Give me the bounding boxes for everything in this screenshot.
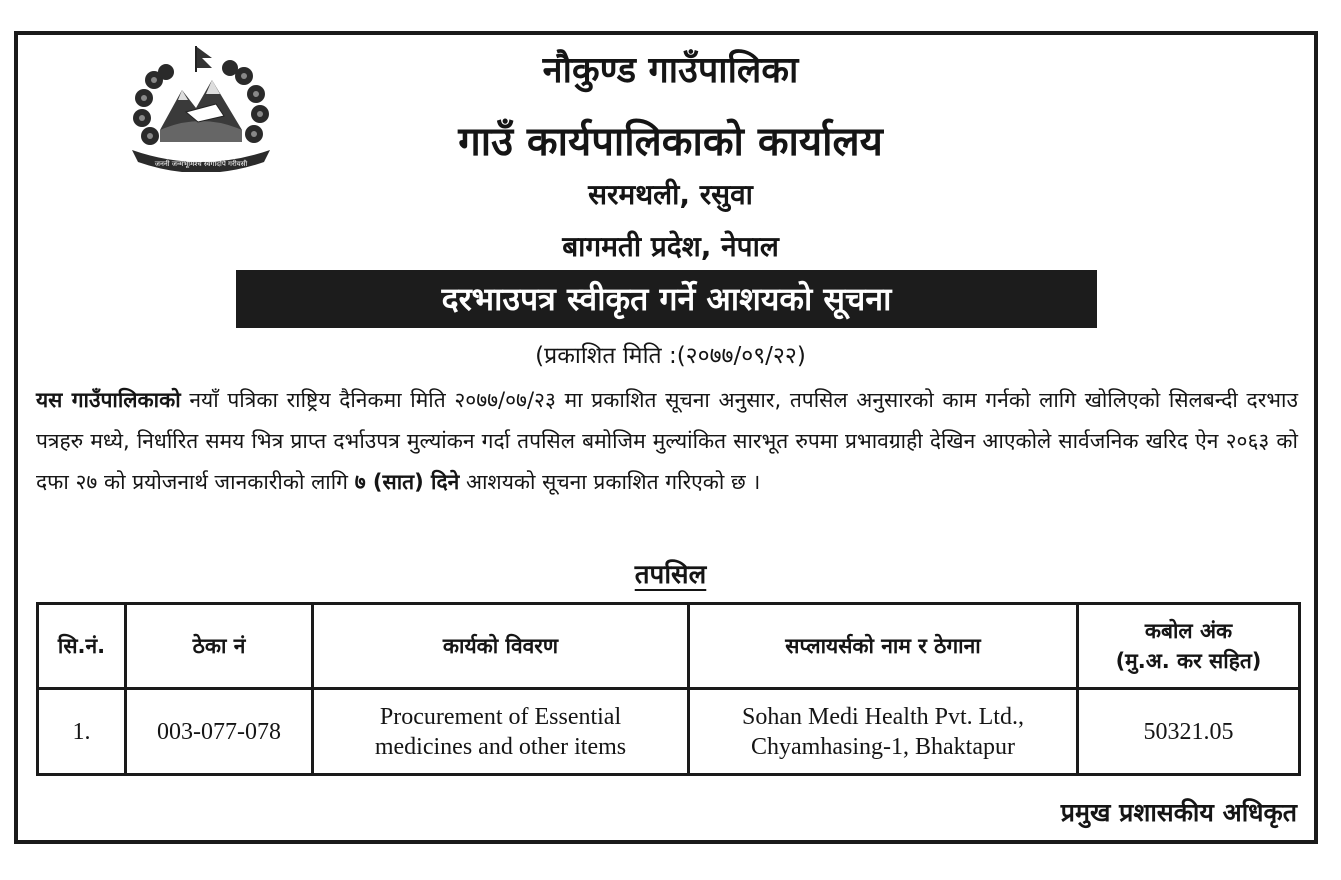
header-bid	[1078, 604, 1300, 689]
cell-work-line2: medicines and other items	[374, 733, 627, 760]
cell-supplier	[689, 689, 1078, 775]
cell-work-line1: Procurement of Essential	[379, 703, 622, 730]
header-bid-line2: (मु.अ. कर सहित)	[1115, 649, 1262, 673]
cell-supplier-line1: Sohan Medi Health Pvt. Ltd.,	[742, 703, 1024, 730]
header-bid-line1: कबोल अंक	[1144, 619, 1233, 643]
cell-bid: 50321.05	[1078, 689, 1300, 775]
header-contract-no: ठेका नं	[126, 604, 313, 689]
published-date: (प्रकाशित मिति :(२०७७/०९/२२)	[535, 343, 806, 369]
emblem-motto: जननी जन्मभूमिश्च स्वर्गादपि गरीयसी	[154, 160, 248, 168]
signature: प्रमुख प्रशासकीय अधिकृत	[1060, 798, 1297, 827]
table-header-row	[38, 604, 1300, 689]
body-text-2: आशयको सूचना प्रकाशित गरिएको छ ।	[459, 470, 761, 494]
notice-title: दरभाउपत्र स्वीकृत गर्ने आशयको सूचना	[236, 270, 1097, 328]
cell-supplier-line2: Chyamhasing-1, Bhaktapur	[751, 733, 1015, 760]
header-supplier: सप्लायर्सको नाम र ठेगाना	[689, 604, 1078, 689]
header-sn: सि.नं.	[38, 604, 126, 689]
municipality-name: नौकुण्ड गाउँपालिका	[542, 50, 799, 91]
body-text-1: नयाँ पत्रिका राष्ट्रिय दैनिकमा मिति २०७७/०७/२३ मा प्रकाशित सूचना अनुसार, तपसिल अनुसारको काम गर्नको लागि खोलिएको सिलबन्दी दरभाउ पत्रहरु मध्ये, निर्धारित समय भित्र प्राप्त दर्भाउपत्र मुल्यांकन गर्दा तपसिल बमोजिम मुल्यांकित सारभूत रुपमा प्रभावग्राही देखिन आएकोले सार्वजनिक खरिद ऐन २०६३ को दफा २७ को प्रयोजनार्थ जानकारीको लागि	[36, 388, 1299, 494]
office-location: सरमथली, रसुवा	[588, 178, 753, 211]
cell-sn: 1.	[38, 689, 126, 775]
award-table	[36, 602, 1301, 776]
office-province: बागमती प्रदेश, नेपाल	[562, 230, 779, 263]
header-work: कार्यको विवरण	[313, 604, 689, 689]
table-title	[0, 555, 1341, 591]
table-row	[38, 689, 1300, 775]
cell-contract-no: 003-077-078	[126, 689, 313, 775]
body-days: ७ (सात) दिने	[354, 470, 460, 494]
body-lead: यस गाउँपालिकाको	[36, 388, 181, 412]
notice-body	[36, 380, 1298, 503]
cell-work	[313, 689, 689, 775]
table-title-text: तपसिल	[634, 560, 707, 590]
office-name: गाउँ कार्यपालिकाको कार्यालय	[458, 119, 883, 165]
